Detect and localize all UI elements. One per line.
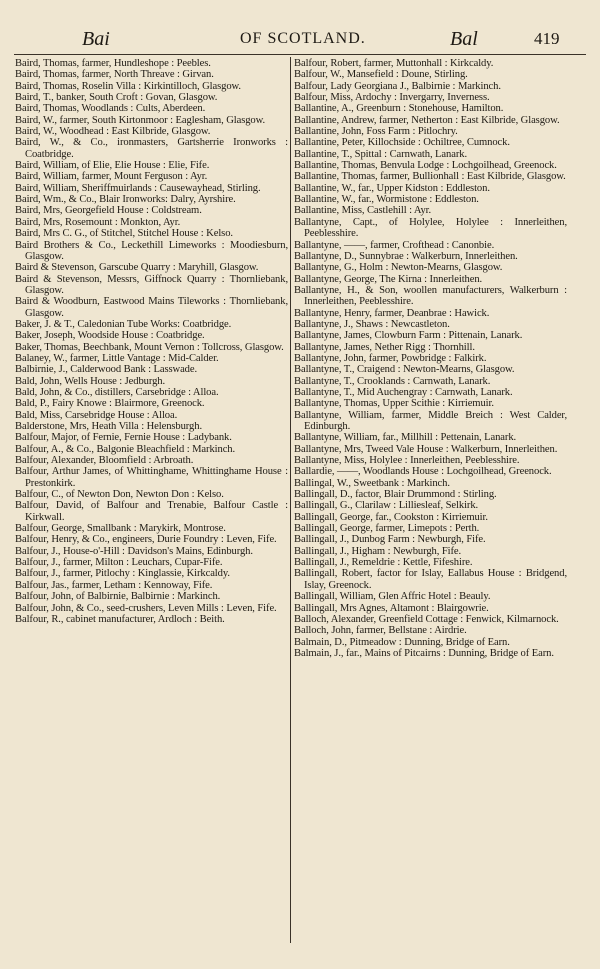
directory-entry: Balfour, David, of Balfour and Trenabie, Balfour Castle : Kirkwall. bbox=[15, 500, 288, 523]
directory-entry: Balfour, John, of Balbirnie, Balbirnie : Markinch. bbox=[15, 591, 221, 603]
directory-entry: Ballantine, Thomas, farmer, Bullionhall : East Kilbride, Glasgow. bbox=[294, 171, 566, 183]
directory-entry: Baker, Thomas, Beechbank, Mount Vernon : Tollcross, Glasgow. bbox=[15, 341, 284, 353]
directory-entry: Baird, T., banker, South Croft : Govan, Glasgow. bbox=[15, 92, 218, 104]
directory-entry: Balfour, Major, of Fernie, Fernie House : Ladybank. bbox=[15, 432, 232, 444]
directory-entry: Ballantyne, George, The Kirna : Innerleithen. bbox=[294, 273, 483, 285]
directory-entry: Baird, William, Sheriffmuirlands : Causewayhead, Stirling. bbox=[15, 182, 261, 194]
directory-entry: Balderstone, Mrs, Heath Villa : Helensburgh. bbox=[15, 421, 202, 432]
column-divider bbox=[290, 57, 291, 943]
directory-entry: Ballantine, T., Spittal : Carnwath, Lanark. bbox=[294, 148, 468, 160]
directory-entry: Ballantyne, Thomas, Upper Scithie : Kirriemuir. bbox=[294, 398, 494, 410]
directory-entry: Ballantyne, Henry, farmer, Deanbrae : Hawick. bbox=[294, 307, 490, 319]
directory-entry: Ballantyne, James, Clowburn Farm : Pittenain, Lanark. bbox=[294, 330, 523, 342]
directory-entry: Balfour, Miss, Ardochy : Invergarry, Inverness. bbox=[294, 92, 490, 104]
directory-entry: Baird, Mrs C. G., of Stitchel, Stitchel House : Kelso. bbox=[15, 228, 233, 240]
directory-entry: Baird, Wm., & Co., Blair Ironworks: Dalry, Ayrshire. bbox=[15, 194, 236, 206]
directory-entry: Ballantine, Miss, Castlehill : Ayr. bbox=[294, 205, 432, 217]
directory-entry: Ballantyne, William, farmer, Middle Breich : West Calder, Edinburgh. bbox=[294, 409, 567, 432]
directory-entry: Ballingall, William, Glen Affric Hotel : Beauly. bbox=[294, 591, 491, 603]
directory-entry: Ballingal, W., Sweetbank : Markinch. bbox=[294, 477, 450, 489]
directory-entry: Ballantyne, William, far., Millhill : Pettenain, Lanark. bbox=[294, 432, 517, 444]
directory-entry: Baird, Thomas, Roselin Villa : Kirkintilloch, Glasgow. bbox=[15, 80, 241, 92]
directory-entry: Baird, Thomas, Woodlands : Cults, Aberdeen. bbox=[15, 103, 206, 115]
header-rule bbox=[14, 54, 586, 55]
header-title: OF SCOTLAND. bbox=[240, 30, 366, 47]
directory-entry: Ballantyne, J., Shaws : Newcastleton. bbox=[294, 318, 450, 330]
directory-entry: Balfour, W., Mansefield : Doune, Stirling. bbox=[294, 69, 468, 81]
directory-entry: Balbirnie, J., Calderwood Bank : Lasswade. bbox=[15, 364, 198, 376]
directory-entry: Ballantine, Thomas, Benvula Lodge : Lochgoilhead, Greenock. bbox=[294, 160, 557, 172]
directory-entry: Ballantyne, John, farmer, Powbridge : Falkirk. bbox=[294, 352, 487, 364]
directory-entry: Ballingall, Robert, factor for Islay, Eallabus House : Bridgend, Islay, Greenock. bbox=[294, 568, 567, 591]
directory-entry: Ballantyne, ——, farmer, Crofthead : Canonbie. bbox=[294, 239, 495, 251]
directory-entry: Ballingall, J., Higham : Newburgh, Fife. bbox=[294, 545, 462, 557]
right-column bbox=[294, 58, 567, 948]
directory-entry: Balfour, C., of Newton Don, Newton Don : Kelso. bbox=[15, 489, 224, 501]
directory-entry: Baird, Thomas, farmer, North Threave : Girvan. bbox=[15, 69, 214, 81]
directory-entry: Baird, W., Woodhead : East Kilbride, Glasgow. bbox=[15, 126, 211, 138]
directory-entry: Balfour, R., cabinet manufacturer, Ardloch : Beith. bbox=[15, 613, 225, 625]
directory-entry: Ballingall, J., Dunbog Farm : Newburgh, Fife. bbox=[294, 534, 486, 546]
directory-entry: Balfour, Jas., farmer, Letham : Kennoway, Fife. bbox=[15, 579, 213, 591]
directory-entry: Ballantine, Peter, Killochside : Ochiltree, Cumnock. bbox=[294, 137, 510, 149]
directory-entry: Ballantyne, T., Craigend : Newton-Mearns, Glasgow. bbox=[294, 364, 515, 376]
directory-entry: Ballingall, D., factor, Blair Drummond : Stirling. bbox=[294, 489, 497, 501]
directory-entry: Baird, Mrs, Georgefield House : Coldstream. bbox=[15, 205, 202, 217]
directory-entry: Ballantyne, James, Nether Rigg : Thornhill. bbox=[294, 341, 475, 353]
directory-entry: Balfour, George, Smallbank : Marykirk, Montrose. bbox=[15, 523, 226, 535]
directory-entry: Ballingall, Mrs Agnes, Altamont : Blairgowrie. bbox=[294, 602, 489, 614]
directory-entry: Baird, Mrs, Rosemount : Monkton, Ayr. bbox=[15, 216, 181, 228]
directory-entry: Balloch, Alexander, Greenfield Cottage : Fenwick, Kilmarnock. bbox=[294, 613, 559, 625]
directory-entry: Balloch, John, farmer, Bellstane : Airdrie. bbox=[294, 625, 467, 637]
directory-entry: Balmain, D., Pitmeadow : Dunning, Bridge of Earn. bbox=[294, 636, 510, 648]
directory-entry: Baird Brothers & Co., Leckethill Limeworks : Moodiesburn, Glasgow. bbox=[15, 239, 288, 262]
directory-entry: Baird & Stevenson, Garscube Quarry : Maryhill, Glasgow. bbox=[15, 262, 259, 274]
directory-entry: Baird, W., farmer, South Kirtonmoor : Eaglesham, Glasgow. bbox=[15, 114, 266, 126]
directory-entry: Ballantyne, G., Holm : Newton-Mearns, Glasgow. bbox=[294, 262, 503, 274]
directory-entry: Ballantyne, T., Mid Auchengray : Carnwath, Lanark. bbox=[294, 386, 513, 398]
directory-entry: Baird & Stevenson, Messrs, Giffnock Quarry : Thornliebank, Glasgow. bbox=[15, 273, 288, 296]
left-column bbox=[15, 58, 288, 948]
directory-entry: Balmain, J., far., Mains of Pitcairns : Dunning, Bridge of Earn. bbox=[294, 647, 554, 659]
directory-entry: Ballingall, G., Clarilaw : Lilliesleaf, Selkirk. bbox=[294, 500, 479, 512]
directory-entry: Baird, William, farmer, Mount Ferguson : Ayr. bbox=[15, 171, 208, 183]
directory-entry: Balfour, J., House-o'-Hill : Davidson's Mains, Edinburgh. bbox=[15, 545, 253, 557]
header-right-catchword: Bal bbox=[450, 28, 478, 50]
directory-entry: Balfour, Robert, farmer, Muttonhall : Kirkcaldy. bbox=[294, 58, 494, 69]
directory-entry: Balfour, J., farmer, Pitlochy : Kinglassie, Kirkcaldy. bbox=[15, 568, 230, 580]
directory-entry: Balfour, J., farmer, Milton : Leuchars, Cupar-Fife. bbox=[15, 557, 223, 569]
directory-entry: Ballantine, W., far., Wormistone : Eddleston. bbox=[294, 194, 479, 206]
directory-entry: Baker, Joseph, Woodside House : Coatbridge. bbox=[15, 330, 205, 342]
directory-entry: Baird, Thomas, farmer, Hundleshope : Peebles. bbox=[15, 58, 211, 69]
directory-entry: Ballingall, George, far., Cookston : Kirriemuir. bbox=[294, 511, 488, 523]
directory-entry: Bald, John, Wells House : Jedburgh. bbox=[15, 375, 166, 387]
directory-entry: Baird, William, of Elie, Elie House : Elie, Fife. bbox=[15, 160, 210, 172]
directory-entry: Bald, P., Fairy Knowe : Blairmore, Greenock. bbox=[15, 398, 205, 410]
directory-entry: Balfour, A., & Co., Balgonie Bleachfield : Markinch. bbox=[15, 443, 236, 455]
directory-entry: Ballantine, A., Greenburn : Stonehouse, Hamilton. bbox=[294, 103, 504, 115]
directory-entry: Balfour, Lady Georgiana J., Balbirnie : Markinch. bbox=[294, 80, 501, 92]
header-left-catchword: Bai bbox=[82, 28, 110, 50]
directory-entry: Ballantyne, Capt., of Holylee, Holylee : Innerleithen, Peeblesshire. bbox=[294, 216, 567, 240]
directory-entry: Ballantyne, Miss, Holylee : Innerleithen, Peeblesshire. bbox=[294, 455, 520, 467]
directory-entry: Balfour, Arthur James, of Whittinghame, Whittinghame House : Prestonkirk. bbox=[15, 466, 288, 489]
directory-entry: Ballantine, W., far., Upper Kidston : Eddleston. bbox=[294, 182, 490, 194]
directory-entry: Baird & Woodburn, Eastwood Mains Tileworks : Thornliebank, Glasgow. bbox=[15, 296, 288, 319]
directory-entry: Balfour, Alexander, Bloomfield : Arbroath. bbox=[15, 455, 194, 467]
directory-entry: Ballantine, John, Foss Farm : Pitlochry. bbox=[294, 126, 458, 138]
directory-entry: Ballingall, George, farmer, Limepots : Perth. bbox=[294, 523, 480, 535]
directory-entry: Baker, J. & T., Caledonian Tube Works: Coatbridge. bbox=[15, 318, 232, 330]
directory-entry: Ballantine, Andrew, farmer, Netherton : East Kilbride, Glasgow. bbox=[294, 114, 560, 126]
directory-entry: Ballardie, ——, Woodlands House : Lochgoilhead, Greenock. bbox=[294, 466, 552, 478]
directory-entry: Bald, John, & Co., distillers, Carsebridge : Alloa. bbox=[15, 386, 219, 398]
directory-entry: Ballantyne, H., & Son, woollen manufacturers, Walkerburn : Innerleithen, Peeblesshire. bbox=[294, 284, 567, 308]
directory-entry: Ballantyne, D., Sunnybrae : Walkerburn, Innerleithen. bbox=[294, 250, 518, 262]
directory-entry: Bald, Miss, Carsebridge House : Alloa. bbox=[15, 409, 178, 421]
running-header bbox=[18, 28, 586, 52]
directory-entry: Ballingall, J., Remeldrie : Kettle, Fifeshire. bbox=[294, 557, 473, 569]
directory-entry: Ballantyne, Mrs, Tweed Vale House : Walkerburn, Innerleithen. bbox=[294, 443, 558, 455]
directory-entry: Balaney, W., farmer, Little Vantage : Mid-Calder. bbox=[15, 352, 219, 364]
directory-entry: Balfour, John, & Co., seed-crushers, Leven Mills : Leven, Fife. bbox=[15, 602, 277, 614]
page-number: 419 bbox=[534, 29, 560, 48]
directory-entry: Baird, W., & Co., ironmasters, Gartsherrie Ironworks : Coatbridge. bbox=[15, 137, 288, 160]
directory-entry: Balfour, Henry, & Co., engineers, Durie Foundry : Leven, Fife. bbox=[15, 534, 277, 546]
directory-entry: Ballantyne, T., Crooklands : Carnwath, Lanark. bbox=[294, 375, 491, 387]
